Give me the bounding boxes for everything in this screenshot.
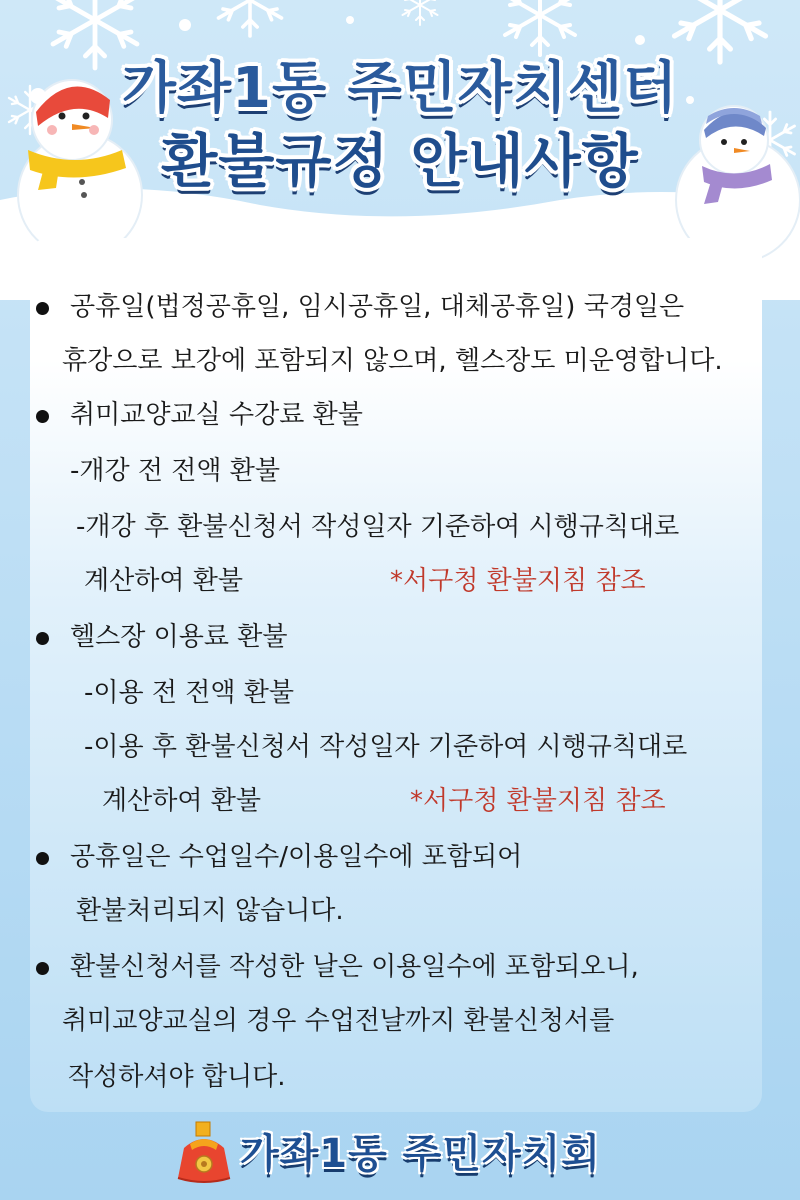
notice-item-4-line-2: 환불처리되지 않습니다. (76, 896, 344, 926)
notice-item-3-sub-2-line-2: 계산하여 환불 (102, 786, 261, 816)
notice-item-3-heading: 헬스장 이용료 환불 (70, 622, 288, 652)
notice-item-5-line-2: 취미교양교실의 경우 수업전날까지 환불신청서를 (62, 1006, 615, 1036)
notice-item-3-sub-2-line-1: -이용 후 환불신청서 작성일자 기준하여 시행규칙대로 (84, 732, 688, 762)
bullet-icon (36, 962, 49, 975)
page-title: 가좌1동 주민자치센터 (121, 56, 679, 121)
bullet-icon (36, 852, 49, 865)
bullet-icon (36, 632, 49, 645)
snowflake-icon (219, 0, 282, 36)
notice-item-2-reference: *서구청 환불지침 참조 (390, 566, 646, 596)
organization-name: 가좌1동 주민자치회 (240, 1131, 601, 1177)
notice-item-5-line-3: 작성하셔야 합니다. (68, 1062, 286, 1092)
notice-item-2-sub-1: -개강 전 전액 환불 (70, 456, 280, 486)
notice-item-2-sub-2-line-1: -개강 후 환불신청서 작성일자 기준하여 시행규칙대로 (76, 512, 680, 542)
lucky-bag-icon (172, 1120, 236, 1184)
notice-item-3-sub-1: -이용 전 전액 환불 (84, 678, 294, 708)
notice-item-2-sub-2-line-2: 계산하여 환불 (84, 566, 243, 596)
bullet-icon (36, 302, 49, 315)
bullet-icon (36, 410, 49, 423)
notice-item-4-line-1: 공휴일은 수업일수/이용일수에 포함되어 (70, 842, 523, 872)
notice-item-2-heading: 취미교양교실 수강료 환불 (70, 400, 363, 430)
page-subtitle: 환불규정 안내사항 (161, 127, 639, 195)
notice-item-1-line-1: 공휴일(법정공휴일, 임시공휴일, 대체공휴일) 국경일은 (70, 292, 685, 322)
snowflake-icon (403, 0, 438, 25)
notice-item-3-reference: *서구청 환불지침 참조 (410, 786, 666, 816)
notice-item-1-line-2: 휴강으로 보강에 포함되지 않으며, 헬스장도 미운영합니다. (62, 346, 723, 376)
notice-item-5-line-1: 환불신청서를 작성한 날은 이용일수에 포함되오니, (70, 952, 639, 982)
